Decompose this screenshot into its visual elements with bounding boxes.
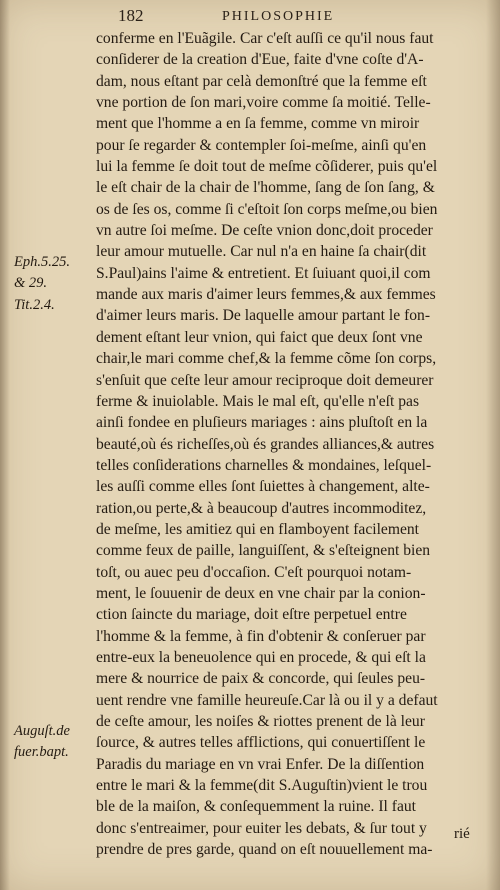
text-line: entre-eux la beneuolence qui en procede, & qui eſt la — [96, 648, 426, 666]
text-line: entre le mari & la femme(dit S.Auguſtin)vient le trou — [96, 777, 428, 795]
text-line: donc s'entreaimer, pour euiter les debats, & ſur tout y — [96, 819, 427, 837]
text-line: mande aux maris d'aimer leurs femmes,& aux femmes — [96, 286, 436, 304]
text-line: ſource, & autres telles afflictions, qui conuertiſſent le — [96, 734, 426, 752]
text-line: lui la femme ſe doit tout de meſme cõſiderer, puis qu'el — [96, 158, 438, 176]
catchword: rié — [454, 826, 470, 842]
text-line: prendre de pres garde, quand on eſt nouuellement ma- — [96, 841, 433, 859]
text-line: comme feux de paille, languiſſent, & s'eſteignent bien — [96, 542, 431, 560]
text-line: Paradis du mariage en vn vrai Enfer. De la diſſention — [96, 755, 425, 773]
marginal-note-line: Auguſt.de — [14, 723, 70, 739]
text-line: ble de la maiſon, & conſequemment la ruine. Il faut — [96, 798, 416, 816]
text-line: vne portion de ſon mari,voire comme ſa moitié. Telle- — [96, 94, 431, 112]
text-line: ainſi fondee en pluſieurs mariages : ains pluſtoſt en la — [96, 414, 428, 432]
text-line: d'aimer leurs maris. De laquelle amour partant le fon- — [96, 307, 431, 325]
text-line: dam, nous eſtant par celà demonſtré que la femme eſt — [96, 72, 427, 90]
marginal-note-line: fuer.bapt. — [14, 744, 69, 761]
marginal-note-line: & 29. — [14, 275, 48, 292]
text-line: de meſme, les amitiez qui en flamboyent facilement — [96, 520, 420, 538]
text-line: conſiderer de la creation d'Eue, faite d'vne coſte d'A- — [96, 51, 424, 69]
page-number: 182 — [118, 6, 144, 25]
text-line: os de ſes os, comme ſi c'eſtoit ſon corps meſme,ou bien — [96, 200, 438, 218]
text-line: ment que l'homme a en ſa femme, comme vn miroir — [96, 115, 420, 133]
text-line: ment, le ſouuenir de deux en vne chair par la conion- — [96, 584, 426, 602]
body-text — [96, 28, 480, 860]
marginal-note-line: Tit.2.4. — [14, 296, 55, 313]
running-title: PHILOSOPHIE — [222, 9, 335, 24]
text-line: chair,le mari comme chef,& la femme cõme ſon corps, — [96, 350, 437, 368]
text-line: ction ſaincte du mariage, doit eſtre perpetuel entre — [96, 606, 407, 624]
text-line: toſt, ou auec peu d'occaſion. C'eſt pourquoi notam- — [96, 563, 412, 581]
marginal-note-scripture — [14, 252, 98, 316]
text-line: vn autre ſoi meſme. De ceſte vnion donc,doit proceder — [96, 222, 433, 240]
text-line: s'enſuit que ceſte leur amour reciproque doit demeurer — [96, 371, 434, 389]
text-line: leur amour mutuelle. Car nul n'a en haine ſa chair(dit — [96, 243, 427, 261]
text-line: telles conſiderations charnelles & mondaines, leſquel- — [96, 456, 432, 474]
text-line: dement eſtant leur vnion, qui faict que deux ſont vne — [96, 328, 423, 346]
text-line: S.Paul)ains l'aime & entretient. Et ſuiuant quoi,il com — [96, 264, 431, 282]
page-edge-shadow — [486, 0, 500, 890]
text-line: les auſſi comme elles ſont ſuiettes à changement, alte- — [96, 478, 430, 496]
text-line: ferme & inuiolable. Mais le mal eſt, qu'elle n'eſt pas — [96, 392, 420, 410]
text-line: le eſt chair de la chair de l'homme, ſang de ſon ſang, & — [96, 179, 435, 197]
marginal-note-line: Eph.5.25. — [14, 254, 70, 270]
text-line: beauté,où és richeſſes,où és grandes alliances,& autres — [96, 435, 435, 453]
text-line: mere & nourrice de paix & concorde, qui ſeules peu- — [96, 670, 426, 688]
running-head — [0, 6, 500, 28]
marginal-note-augustine — [14, 721, 98, 764]
text-line: ration,ou perte,& à beaucoup d'autres incommoditez, — [96, 499, 427, 517]
text-line: l'homme & la femme, à fin d'obtenir & conſeruer par — [96, 627, 426, 645]
text-line: de ceſte amour, les noiſes & riottes prenent de là leur — [96, 713, 425, 730]
text-line: pour ſe regarder & contempler ſoi-meſme, ainſi qu'en — [96, 136, 427, 154]
text-line: uent rendre vne famille heureuſe.Car là ou il y a defaut — [96, 691, 438, 709]
gutter-shadow — [0, 0, 10, 890]
text-line: conferme en l'Euãgile. Car c'eſt auſſi ce qu'il nous faut — [96, 30, 434, 47]
